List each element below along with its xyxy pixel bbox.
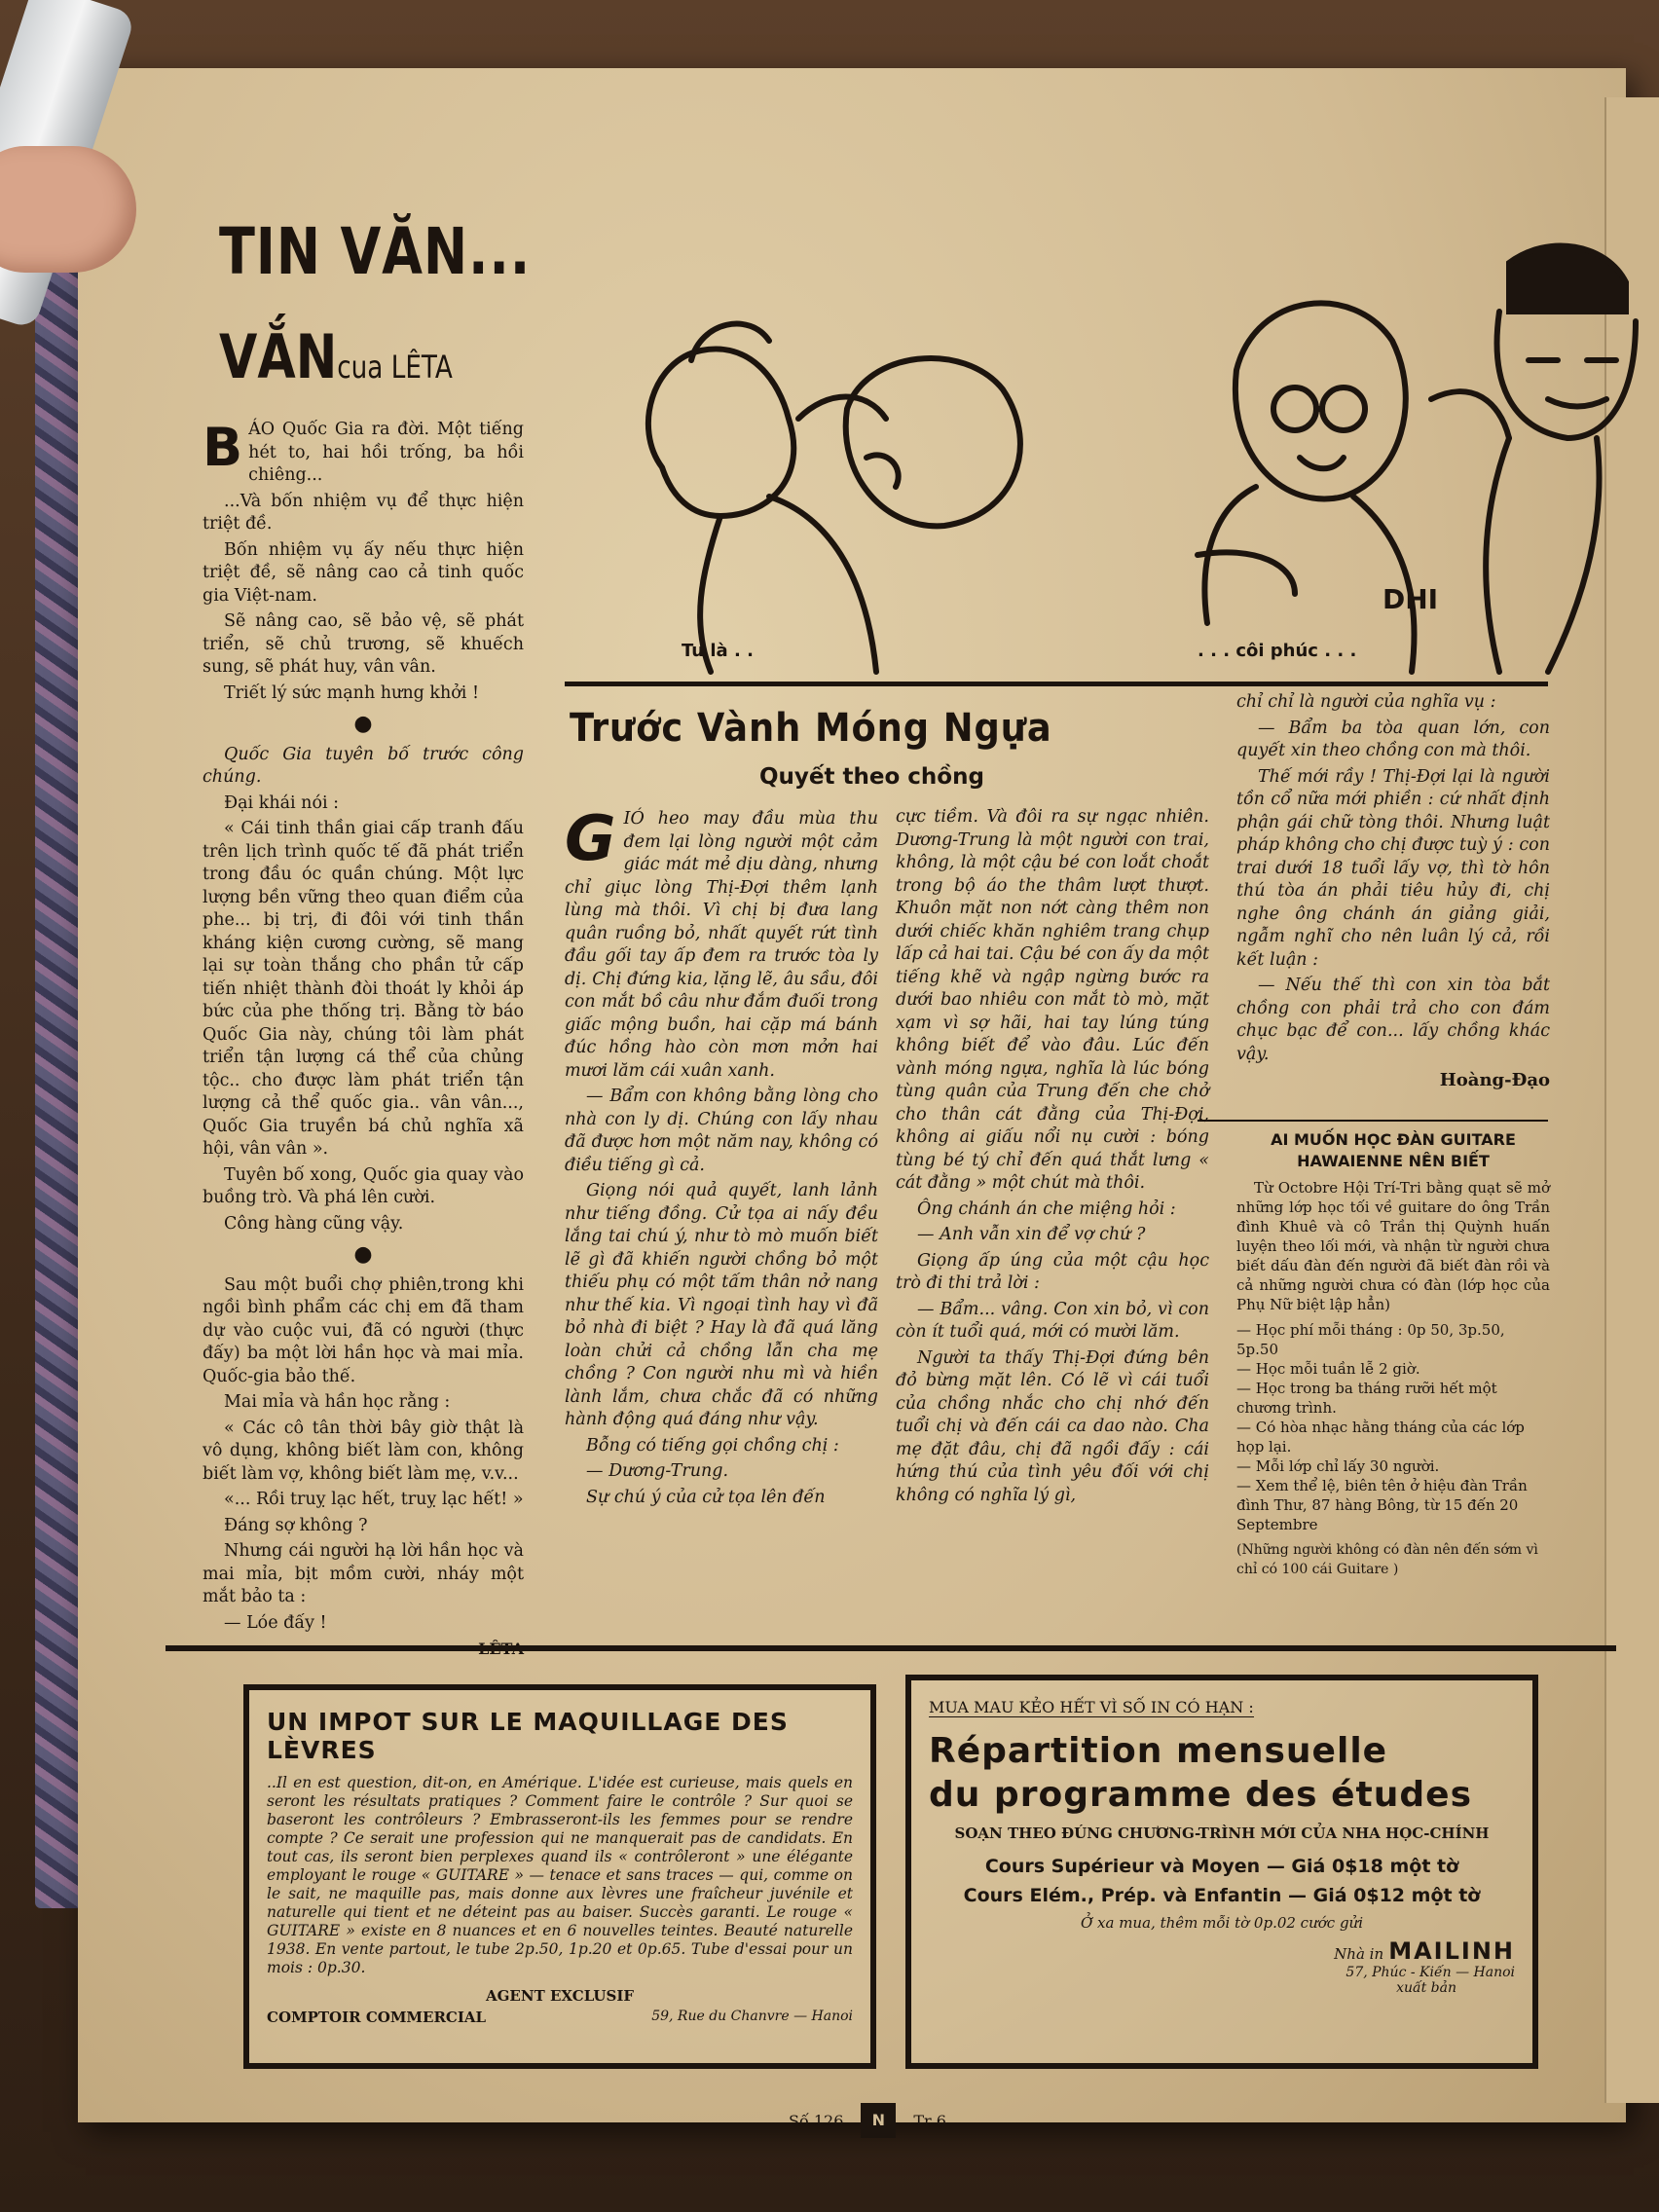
left-para: « Cái tinh thần giai cấp tranh đấu trên lịch trình quốc tế đã phát triển trong đầu óc quần chúng. Một lực lượng bền vững theo quan điểm của phe... bị trị, đi đôi với tinh thần kháng kiện cương cường, sẽ mang lại sự toàn thắng cho phần tử cấp tiến nhiệt thành đòi thoát ly khỏi áp bức của phe thống trị. Bằng tờ báo Quốc Gia này, chúng tôi làm phát triển tận lượng cá thể của chủng tộc.. cho được làm phát triển tận lượng cả thể quốc gia.. vân vân..., Quốc Gia truyền bá chủ nghĩa xã hội, vân vân ». [203, 819, 524, 1159]
column-title: TIN VĂN... [219, 214, 532, 289]
article-para: cực tiềm. Và đôi ra sự ngạc nhiên. Dương-Trung là một người con trai, không, là một cậu bé con loắt choắt trong bộ áo the thâm lượt thượt. Khuôn mặt non nớt càng thêm non dưới chiếc khăn nghiêm trang chụp lấp cả hai tai. Cậu bé con ấy da một tiếng khẽ và ngập ngừng bước ra dưới bao nhiêu con mắt tò mò, mặt xạm vì sợ hãi, hai tay lúng túng không biết để vào đâu. Lúc đến vành móng ngựa, nghĩa là lúc bóng tùng quân của Trung đến che chở cho thân cát đằng của Thị-Đợi, không ai giấu nổi nụ cười : bóng tùng bé tý chỉ đến quá thắt lưng « cát đằng » một chút mà thôi. [896, 807, 1209, 1193]
left-para: ÁO Quốc Gia ra đời. Một tiếng hét to, hai hồi trống, ba hồi chiêng... [248, 420, 524, 485]
left-para: Đáng sợ không ? [224, 1515, 368, 1535]
left-para: Nhưng cái người hạ lời hần học và mai mỉa, bịt mồm cười, nháy một mắt bảo ta : [203, 1541, 524, 1606]
article-col-3 [1236, 691, 1550, 1092]
cartoon-caption-right: . . . côi phúc . . . [1198, 641, 1357, 661]
article-para: Thế mới rầy ! Thị-Đợi lại là người tồn cổ nữa mới phiền : cứ nhất định phận gái chữ tòng thôi. Nhưng luật pháp không cho chị được tuỳ ý : con trai dưới 18 tuổi lấy vợ, thì tờ hôn thú tòa án phải tiêu hủy đi, chị nghe ông chánh án giảng giải, ngẫm nghĩ cho nên luân lý cả, rồi kết luận : [1236, 766, 1550, 970]
guitar-footnote: (Những người không có đàn nên đến sớm vì chỉ có 100 cái Guitare ) [1236, 1542, 1538, 1577]
rule-line [1198, 1120, 1548, 1122]
lipstick-ad-body: ..Il en est question, dit-on, en Amérique. L'idée est curieuse, mais quels en seront les résultats pratiques ? Comment faire le contrôle ? Sur quoi se baseront les contrôleurs ? Embrasseront-ils les femmes pour se rendre compte ? Ce serait une profession qui ne manquerait pas de candidats. En tout cas, ils seront bien perplexes quand ils « contrôleront » une élégante employant le rouge « GUITARE » — tenace et sans traces — qui, comme on le sait, ne maquille pas, mais donne aux lèvres une fraîcheur juvénile et naturelle qui tient et ne déteint pas au baiser. Succès garanti. Le rouge « GUITARE » existe en 8 nuances et en 6 nouvelles teintes. Beauté naturelle 1938. En vente partout, le tube 2p.50, 1p.20 et 0p.65. Tube d'essai pour un mois : 0p.30. [267, 1774, 853, 1976]
study-ad-sub: SOẠN THEO ĐÚNG CHƯƠNG-TRÌNH MỚI CỦA NHA HỌC-CHÍNH [954, 1825, 1490, 1842]
guitar-item: — Học mỗi tuần lễ 2 giờ. [1236, 1360, 1420, 1378]
left-column [203, 419, 524, 1661]
study-ad-publisher: MAILINH [1388, 1937, 1515, 1965]
article-para: Bỗng có tiếng gọi chồng chị : [586, 1435, 839, 1456]
article-col-2 [896, 806, 1209, 1510]
study-program-ad [905, 1675, 1538, 2069]
study-ad-note: Ở xa mua, thêm mỗi tờ 0p.02 cước gửi [1080, 1914, 1364, 1932]
article-para: Người ta thấy Thị-Đợi đứng bên đỏ bừng mặt lên. Có lẽ vì cái tuổi của chồng nhắc cho chị nhớ đến tuổi chị và đến cái ca dao nào. Cha mẹ đặt đâu, chị đã ngồi đấy : cái hứng thú của tình yêu đối với chị không có nghĩa lý gì, [896, 1347, 1209, 1505]
article-para: — Bẩm ba tòa quan lớn, con quyết xin theo chồng con mà thôi. [1236, 718, 1550, 760]
article-signature: Hoàng-Đạo [1439, 1070, 1550, 1090]
page-footer [789, 2103, 946, 2138]
guitar-item: — Mỗi lớp chỉ lấy 30 người. [1236, 1457, 1440, 1475]
column-subtitle-small: cua LÊTA [337, 349, 453, 386]
left-para: «... Rồi truỵ lạc hết, truỵ lạc hết! » [224, 1490, 524, 1509]
lipstick-ad-agent: AGENT EXCLUSIF [485, 1987, 635, 2005]
article-para: — Nếu thế thì con xin tòa bắt chồng con phải trả cho con đám chục bạc để con... lấy chồng khác vậy. [1236, 976, 1550, 1064]
page-number: Tr 6 [913, 2111, 946, 2130]
left-para: Sau một buổi chợ phiên,trong khi ngồi bình phẩm các chị em đã tham dự vào cuộc vui, đã có người (thực đấy) ba một lời hần học và mai mỉa. Quốc-gia bảo thế. [203, 1274, 524, 1386]
newspaper-logo: N [861, 2103, 896, 2138]
left-para: Sẽ nâng cao, sẽ bảo vệ, sẽ phát triển, sẽ chủ trương, sẽ khuếch sung, sẽ phát huy, vân vân. [203, 611, 524, 677]
lipstick-ad-title: UN IMPOT SUR LE MAQUILLAGE DES LÈVRES [267, 1708, 789, 1764]
article-para: Giọng ấp úng của một cậu học trò đi thi trả lời : [896, 1250, 1209, 1293]
study-ad-title-2: du programme des études [929, 1775, 1472, 1815]
guitar-item: — Xem thể lệ, biên tên ở hiệu đàn Trần đình Thư, 87 hàng Bông, từ 15 đến 20 Septembre [1236, 1477, 1528, 1533]
guitar-item: — Học phí mỗi tháng : 0p 50, 3p.50, 5p.50 [1236, 1321, 1505, 1358]
left-para: Quốc Gia tuyên bố trước công chúng. [203, 744, 524, 787]
guitar-notice-body: Từ Octobre Hội Trí-Tri bằng quạt sẽ mở những lớp học tối về guitare do ông Trần đình Khuê và cô Trần thị Quỳnh huấn luyện theo lối mới, và nhận từ người chưa biết dấu đàn đến người đã biết đàn rồi và cả những người chưa có đàn (lớp học của Phụ Nữ biệt lập hẳn) [1236, 1179, 1550, 1313]
lipstick-ad [243, 1684, 876, 2069]
article-col-1 [565, 803, 878, 1512]
article-subtitle: Quyết theo chồng [759, 764, 984, 790]
rule-line [166, 1645, 1616, 1651]
study-ad-line-2: Cours Elém., Prép. và Enfantin — Giá 0$12 một tờ [963, 1885, 1481, 1906]
article-para: IÓ heo may đầu mùa thu đem lại lòng người một cảm giác mát mẻ dịu dàng, nhưng chỉ giục lòng Thị-Đợi thêm lạnh lùng mà thôi. Vì chị bị đưa lang quân ruồng bỏ, nhất quyết rứt tình đầu gối tay ấp đem ra trước tòa ly dị. Chị đứng kia, lặng lẽ, âu sầu, đôi con mắt bồ câu như đắm đuối trong giấc mộng buồn, hai cặp má bánh đúc hồng hào còn mơn mởn hai mươi lăm cái xuân xanh. [565, 809, 878, 1081]
rule-line [565, 682, 1548, 686]
study-ad-publisher-pre: Nhà in [1334, 1945, 1384, 1963]
section-bullet: ● [353, 712, 373, 736]
study-ad-pub-word: xuất bản [1396, 1980, 1456, 1996]
study-ad-address: 57, Phúc - Kiến — Hanoi [1346, 1965, 1515, 1980]
article-para: Ông chánh án che miệng hỏi : [917, 1198, 1176, 1219]
column-subtitle-main: VẮN [219, 321, 338, 392]
study-ad-title-1: Répartition mensuelle [929, 1731, 1388, 1771]
left-para: Bốn nhiệm vụ ấy nếu thực hiện triệt đề, sẽ nâng cao cả tinh quốc gia Việt-nam. [203, 539, 524, 606]
newspaper-page [78, 68, 1626, 2130]
left-para: Tuyên bố xong, Quốc gia quay vào buồng trò. Và phá lên cười. [203, 1164, 524, 1207]
article-para: — Anh vẫn xin để vợ chứ ? [917, 1225, 1146, 1244]
column-subtitle [219, 321, 453, 392]
article-para: Sự chú ý của cử tọa lên đến [586, 1487, 826, 1507]
lipstick-ad-address: 59, Rue du Chanvre — Hanoi [651, 2009, 853, 2024]
study-ad-top: MUA MAU KẺO HẾT VÌ SỐ IN CÓ HẠN : [929, 1698, 1254, 1716]
article-para: Giọng nói quả quyết, lanh lảnh như tiếng đồng. Cử tọa ai nấy đều lắng tai chú ý, như tò mò muốn biết lẽ gì đã khiến người chồng bỏ một thiếu phụ có một tấm thân nở nang như thế kia. Vì ngoại tình hay vì đã bỏ nhà đi biệt ? Hay là đã quá lăng loàn chửi cả chồng lẫn cha mẹ chồng ? Con người nhu mì và hiền lành lắm, chưa chắc đã có những hành động quá đáng như vậy. [565, 1181, 878, 1429]
guitar-item: — Học trong ba tháng rưỡi hết một chương trình. [1236, 1380, 1497, 1417]
drop-cap-g: G [565, 803, 616, 875]
article-para: — Dương-Trung. [586, 1461, 729, 1481]
article-para: — Bẩm con không bằng lòng cho nhà con ly dị. Chúng con lấy nhau đã được hơn một năm nay, không có điều tiếng gì cả. [565, 1087, 878, 1175]
article-title: Trước Vành Móng Ngựa [570, 706, 1052, 751]
book-binding [35, 253, 84, 1908]
article-para: — Bẩm... vâng. Con xin bỏ, vì con còn ít tuổi quá, mới có mười lăm. [896, 1299, 1209, 1342]
left-para: « Các cô tân thời bây giờ thật là vô dụng, không biết làm con, không biết làm vợ, không biết làm mẹ, v.v... [203, 1418, 524, 1484]
section-bullet: ● [353, 1242, 373, 1267]
drop-cap-b: B [203, 417, 243, 478]
cartoon-caption-left: Tu là . . [682, 641, 754, 661]
guitar-notice [1236, 1129, 1550, 1579]
left-para: Đại khái nói : [224, 793, 340, 813]
left-para: ...Và bốn nhiệm vụ để thực hiện triệt đề. [203, 491, 524, 534]
article-para: chỉ chỉ là người của nghĩa vụ : [1236, 692, 1496, 712]
artist-signature: DHI [1382, 583, 1439, 615]
left-para: Công hàng cũng vậy. [224, 1213, 404, 1234]
left-para: — Lóe đấy ! [224, 1612, 327, 1633]
finger-holding-book [0, 146, 136, 273]
left-para: Triết lý sức mạnh hưng khởi ! [224, 682, 479, 703]
lipstick-ad-company: COMPTOIR COMMERCIAL [267, 2009, 487, 2026]
issue-number: Số 126 [789, 2111, 844, 2130]
left-para: Mai mỉa và hần học rằng : [224, 1392, 451, 1412]
guitar-notice-title: AI MUỐN HỌC ĐÀN GUITARE HAWAIENNE NÊN BIẾT [1271, 1130, 1516, 1170]
guitar-item: — Có hòa nhạc hằng tháng của các lớp họp lại. [1236, 1419, 1525, 1456]
study-ad-line-1: Cours Supérieur và Moyen — Giá 0$18 một tờ [984, 1856, 1459, 1877]
